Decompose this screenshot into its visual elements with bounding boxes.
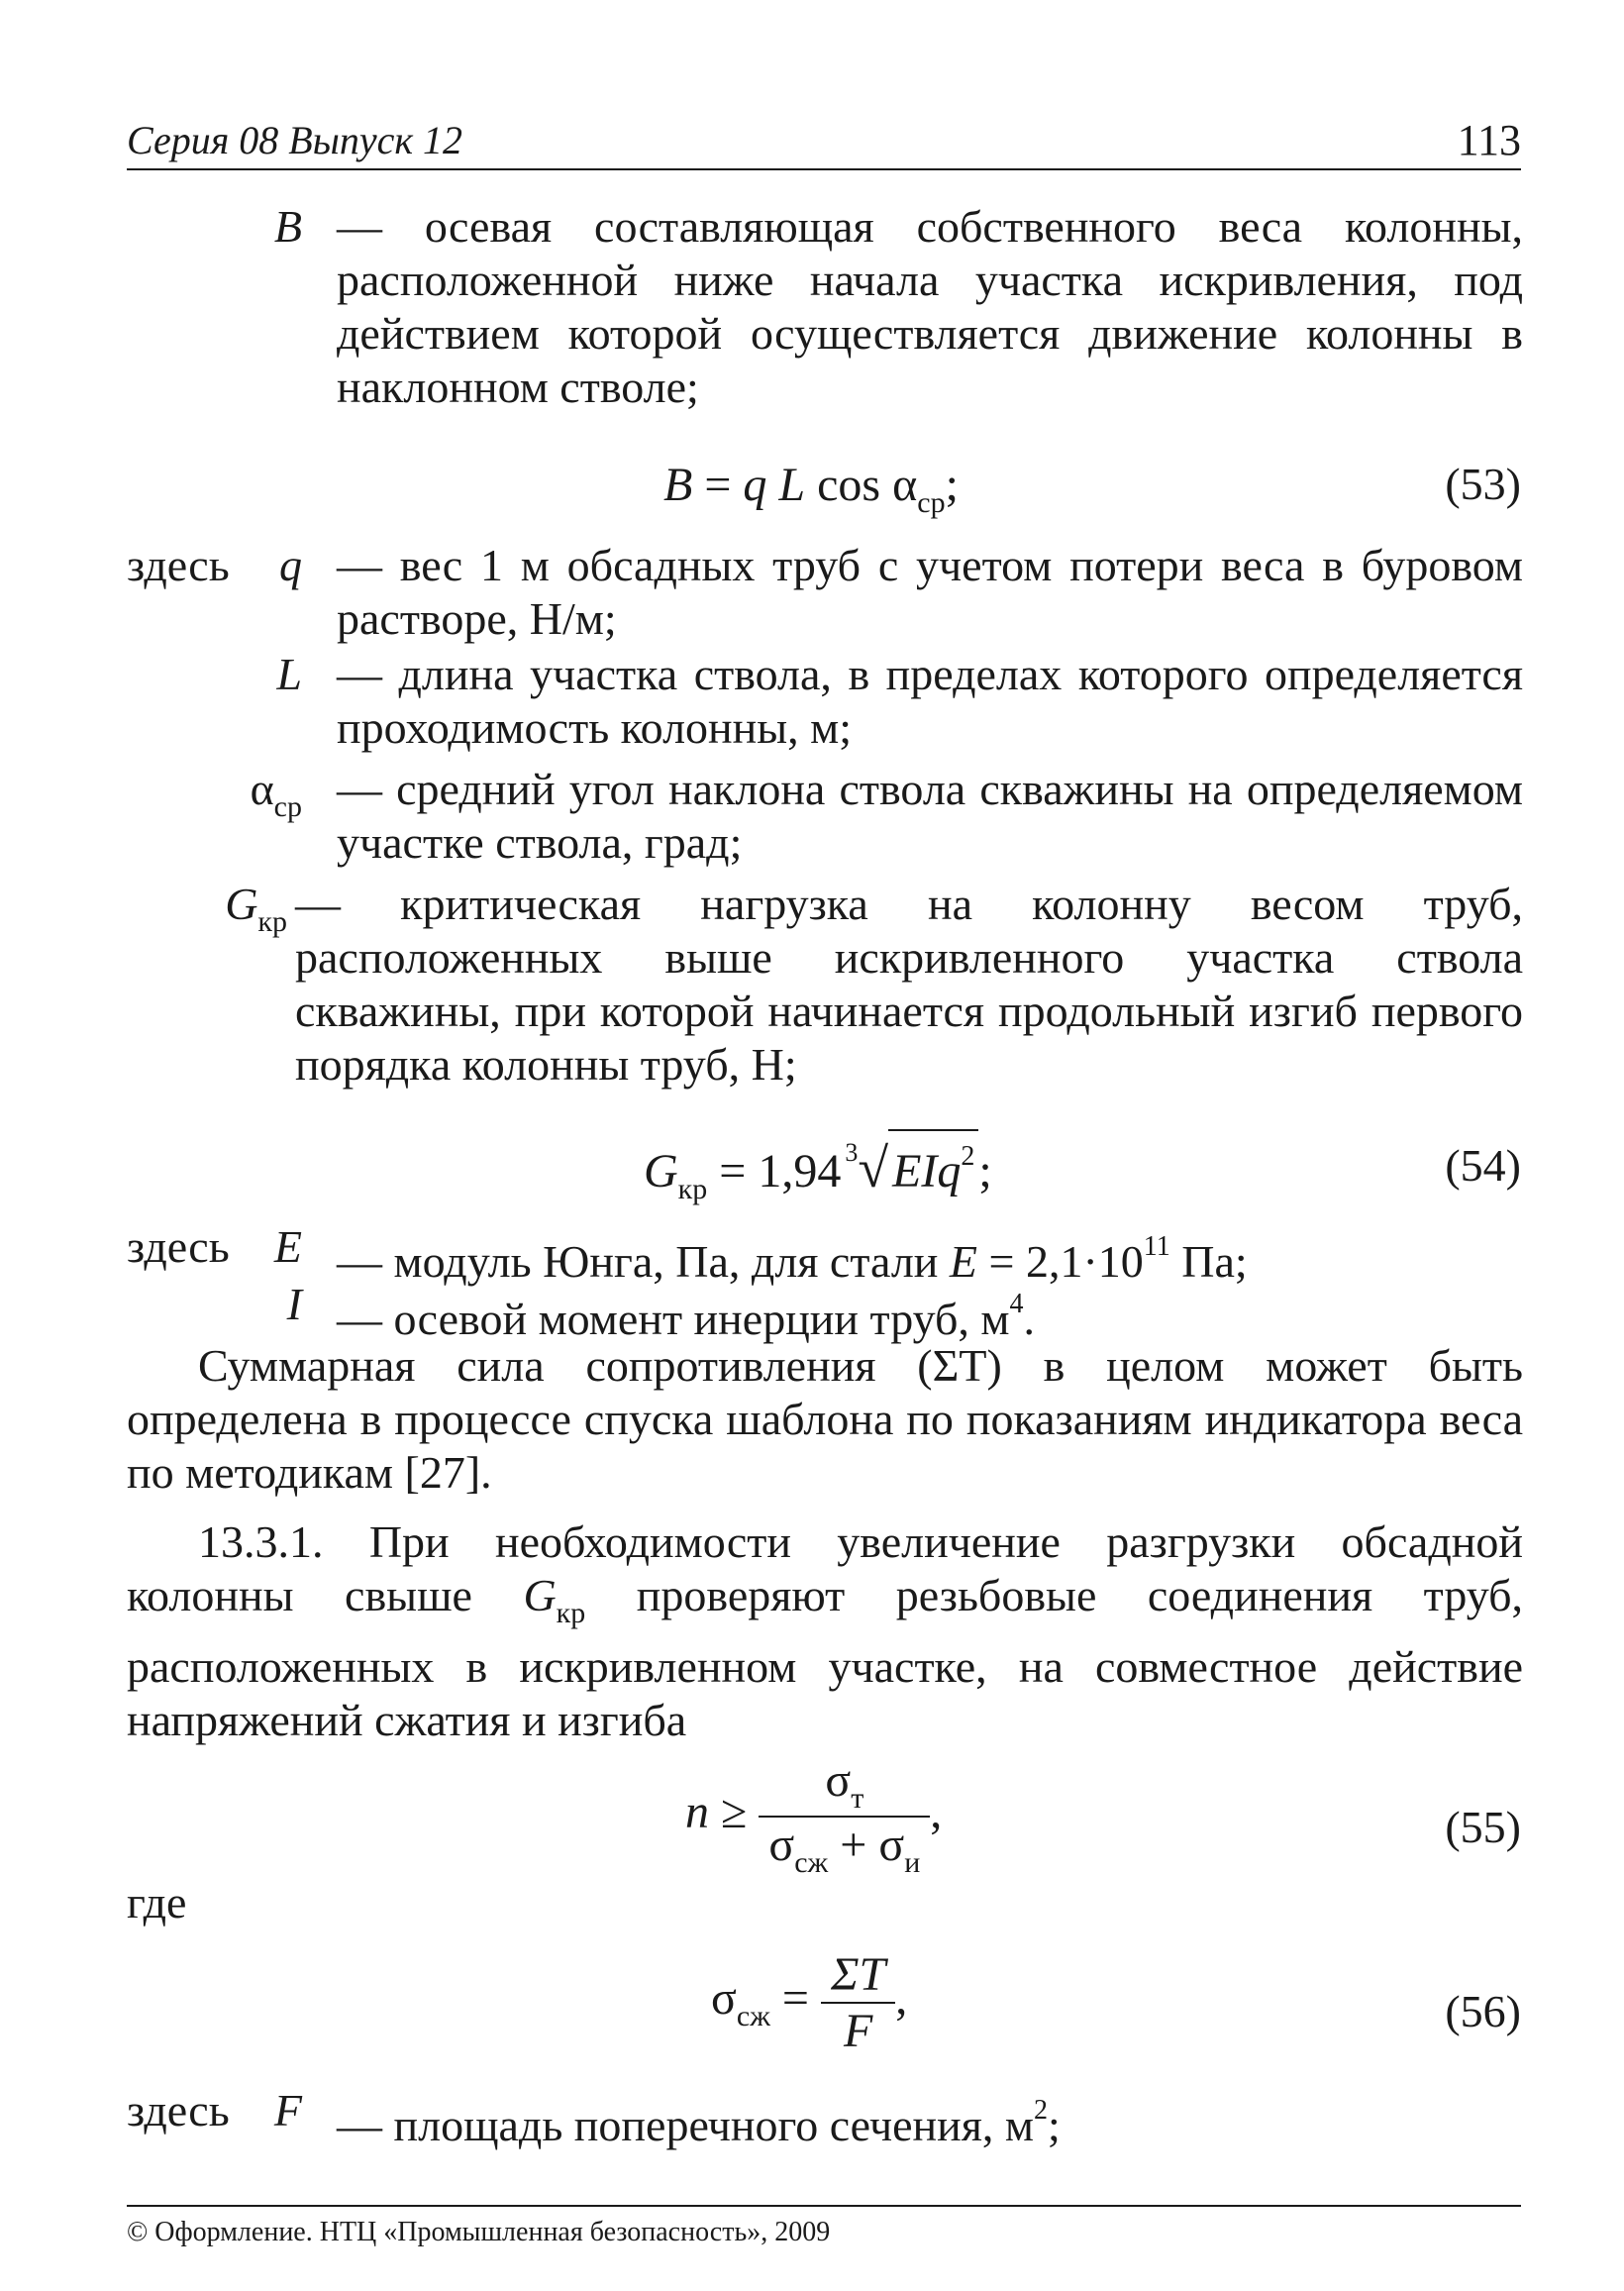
formula-53-l: L [766, 459, 806, 511]
equation-number-56: (56) [1445, 1986, 1521, 2036]
symbol-gkr-base: G [225, 879, 258, 929]
symbol-alpha-sub: ср [273, 790, 302, 823]
radical-sign-icon: √ [858, 1138, 889, 1199]
formula-55-den-sub-b: и [904, 1846, 921, 1879]
definition-e-sup: 11 [1143, 1231, 1170, 1262]
formula-54-power: 2 [961, 1141, 975, 1172]
symbol-i: I [286, 1279, 302, 1329]
paragraph-resistance-text: Суммарная сила сопротивления (ΣT) в целом может быть определена в процессе спуска шаблона по показаниям индикатора веса по методикам [27]. [127, 1340, 1523, 1498]
definition-i-sup: 4 [1009, 1289, 1024, 1319]
definition-alpha-text: — средний угол наклона ствола скважины на определяемом участке ствола, град; [337, 764, 1523, 868]
definition-q-text: — вес 1 м обсадных труб с учетом потери веса в буровом растворе, Н/м; [337, 540, 1523, 644]
formula-54-radicand-text: EIq [892, 1145, 962, 1198]
formula-56-eq: = [769, 1972, 821, 2026]
symbol-b: B [273, 201, 302, 252]
definition-gkr-text: — критическая нагрузка на колонну весом труб, расположенных выше искривленного участка ствола скважины, при которой начинается продольный изгиб первого порядка колонны труб, Н; [295, 879, 1523, 1090]
paragraph-13-3-1-text-b: проверяют резьбовые соединения труб, расположенных в искривленном участке, на совместное действие напряжений сжатия и изгиба [127, 1570, 1524, 1745]
formula-56-numerator: ΣT [831, 1948, 886, 2001]
formula-54-eq: = 1,94 [707, 1145, 842, 1198]
formula-53-lhs: B [663, 459, 693, 511]
paragraph-13-3-1-sub: кр [556, 1597, 586, 1629]
definition-f-text [337, 2084, 1523, 2152]
formula-55-den-sub-a: сж [794, 1846, 829, 1879]
formula-53-sub: ср [917, 486, 946, 519]
definition-f-sup: 2 [1034, 2095, 1048, 2126]
header-rule [127, 168, 1521, 170]
definition-f-text-c: ; [1048, 2100, 1061, 2150]
formula-54-lhs: G [644, 1145, 678, 1198]
definition-i-text-a: — осевой момент инерции труб, м [337, 1294, 1010, 1344]
definition-e-var: E [949, 1236, 978, 1287]
equation-number-54: (54) [1445, 1140, 1521, 1191]
footer-rule [127, 2205, 1521, 2207]
definition-i-text [337, 1278, 1523, 1346]
formula-55-lhs: n [685, 1786, 709, 1839]
formula-56 [711, 1947, 907, 2058]
formula-55 [685, 1753, 942, 1880]
paragraph-13-3-1-text-a: 13.3.1. При необходимости увеличение разгрузки обсадной колонны свыше [127, 1516, 1523, 1620]
symbol-alpha [251, 763, 302, 834]
definition-e-text-c: Па; [1169, 1236, 1248, 1287]
formula-54-root-index: 3 [845, 1138, 859, 1167]
formula-54-sub: кр [677, 1173, 708, 1205]
formula-55-tail: , [930, 1786, 943, 1839]
formula-56-denominator: F [821, 2002, 895, 2058]
formula-53 [663, 458, 959, 520]
paragraph-13-3-1-var: G [523, 1570, 557, 1620]
formula-54 [644, 1129, 992, 1206]
formula-55-den-sigma: σ [768, 1819, 795, 1871]
formula-55-num-sigma: σ [825, 1754, 852, 1807]
formula-55-numerator [759, 1753, 930, 1816]
formula-56-lhs: σ [711, 1972, 737, 2026]
symbol-alpha-base: α [250, 764, 274, 814]
symbol-q: q [279, 540, 302, 590]
definition-e-intro: здесь [127, 1221, 230, 1272]
definition-f-intro: здесь [127, 2085, 230, 2135]
formula-56-tail: , [895, 1972, 908, 2026]
formula-53-tail: ; [945, 459, 959, 511]
symbol-f: F [273, 2085, 302, 2135]
definition-f-text-a: — площадь поперечного сечения, м [337, 2100, 1034, 2150]
definition-l-text: — длина участка ствола, в пределах которого определяется проходимость колонны, м; [337, 649, 1523, 753]
formula-53-cos: cos α [805, 459, 918, 511]
definition-e-text-b: = 2,1·10 [977, 1236, 1144, 1287]
symbol-gkr [225, 878, 287, 949]
formula-55-rel: ≥ [709, 1786, 760, 1839]
running-header: Серия 08 Выпуск 12 [127, 118, 463, 162]
formula-54-tail: ; [978, 1145, 992, 1198]
equation-number-55: (55) [1445, 1802, 1521, 1852]
paragraph-13-3-1 [127, 1515, 1523, 1747]
definition-q-intro: здесь [127, 540, 230, 590]
formula-56-lhs-sub: сж [736, 2000, 770, 2033]
formula-55-denominator [759, 1816, 930, 1880]
symbol-l: L [276, 649, 302, 699]
formula-53-q: q [743, 459, 767, 511]
page-number: 113 [1457, 116, 1521, 164]
formula-55-num-sub: т [851, 1782, 864, 1815]
symbol-gkr-sub: кр [257, 905, 287, 938]
equation-number-53: (53) [1445, 459, 1521, 509]
formula-53-eq: = [692, 459, 744, 511]
paragraph-resistance [127, 1339, 1523, 1500]
definition-b-text: — осевая составляющая собственного веса колонны, расположенной ниже начала участка искривления, под действием которой осуществляется движение колонны в наклонном стволе; [337, 201, 1523, 412]
formula-55-fraction [759, 1753, 930, 1880]
definition-i-text-c: . [1023, 1294, 1036, 1344]
symbol-e: E [273, 1221, 302, 1272]
formula-55-den-plus: + σ [828, 1819, 905, 1871]
formula-54-radicand [888, 1129, 978, 1198]
formula-56-fraction [821, 1947, 895, 2058]
footer-copyright: © Оформление. НТЦ «Промышленная безопасность», 2009 [127, 2217, 831, 2247]
where-label: где [127, 1877, 187, 1927]
definition-e-text-a: — модуль Юнга, Па, для стали [337, 1236, 950, 1287]
